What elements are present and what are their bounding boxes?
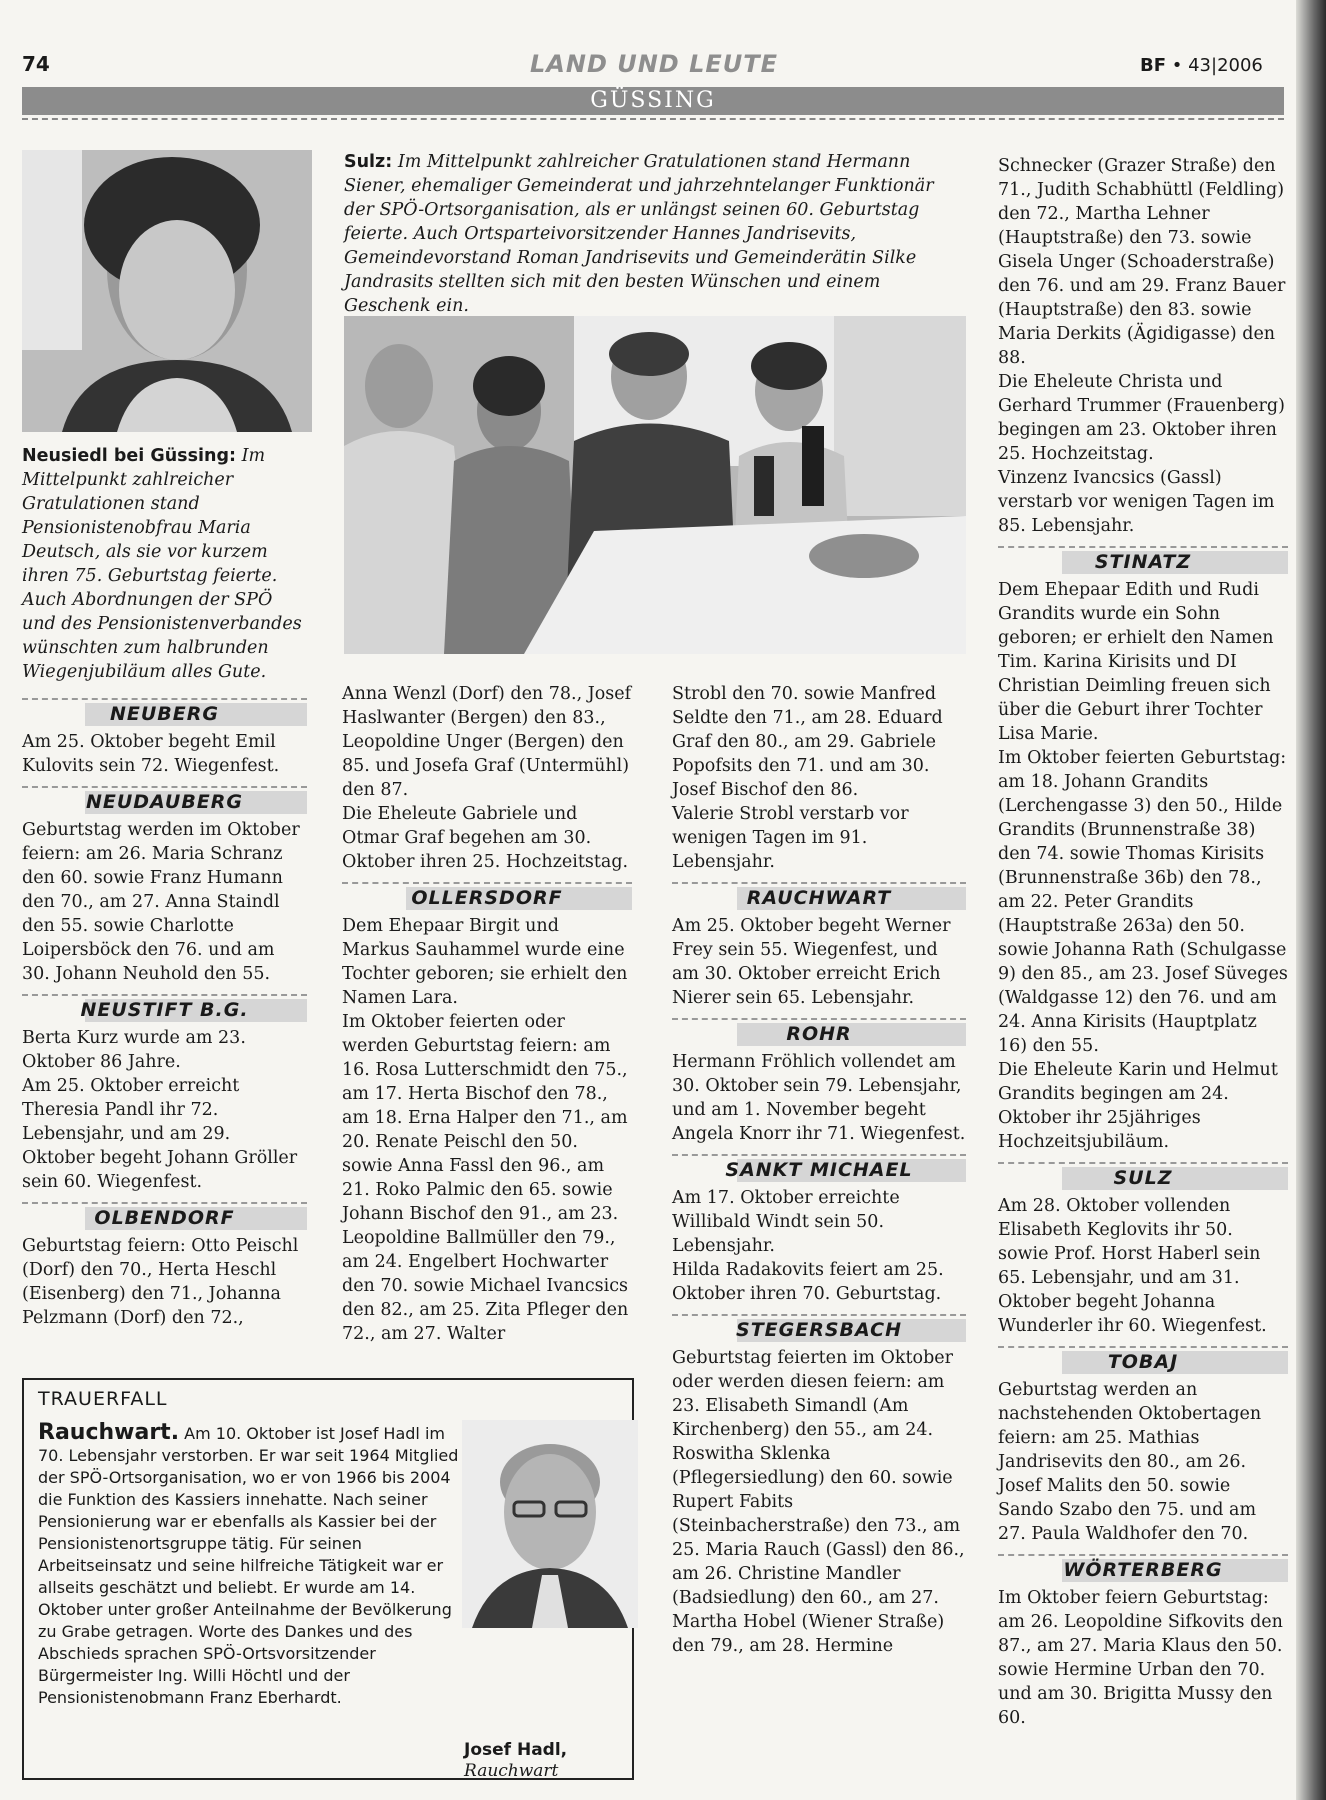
- paragraph-stegersbach-wedding: Die Eheleute Christa und Gerhard Trummer (Frauenberg) begingen am 23. Oktober ihren 25. Hochzeitstag.: [998, 372, 1285, 464]
- heading-text: NEUSTIFT B.G.: [80, 999, 249, 1021]
- caption-place: Neusiedl bei Güssing:: [22, 446, 236, 466]
- column-2: [342, 682, 632, 1346]
- page-binding-edge: [1296, 0, 1326, 1800]
- paragraph-stinatz-3: Die Eheleute Karin und Helmut Grandits begingen am 24. Oktober ihr 25jähriges Hochzeitsjubiläum.: [998, 1060, 1278, 1152]
- heading-text: TOBAJ: [1107, 1351, 1179, 1373]
- paragraph-olbendorf-cont: Anna Wenzl (Dorf) den 78., Josef Haslwanter (Bergen) den 83., Leopoldine Unger (Bergen) den 85. und Josefa Graf (Untermühl) den 87.: [342, 684, 632, 800]
- obituary-text: [38, 1422, 468, 1709]
- obituary-body: Am 10. Oktober ist Josef Hadl im 70. Lebensjahr verstorben. Er war seit 1964 Mitglied der SPÖ-Ortsorganisation, wo er von 1966 bis 2004 die Funktion des Kassiers innehatte. Nach seiner Pensionierung war er ebenfalls als Kassier bei der Pensionistenortsgruppe tätig. Für seinen Arbeitseinsatz und seine hilfreiche Tätigkeit war er allseits geschätzt und beliebt. Er wurde am 14. Oktober unter großer Anteilnahme der Bevölkerung zu Grabe getragen. Worte des Dankes und des Abschieds sprachen SPÖ-Ortsvorsitzender Bürgermeister Ing. Willi Höchtl und der Pensionistenobmann Franz Eberhardt.: [38, 1424, 459, 1707]
- heading-text: STEGERSBACH: [736, 1319, 902, 1341]
- heading-text: NEUBERG: [110, 703, 219, 725]
- obituary-place: Rauchwart.: [38, 1420, 180, 1445]
- heading-text: RAUCHWART: [746, 887, 892, 909]
- paragraph-sulz: Am 28. Oktober vollenden Elisabeth Keglovits ihr 50. sowie Prof. Horst Haberl sein 65. Lebensjahr, und am 31. Oktober begeht Johanna Wunderler ihr 60. Wiegenfest.: [998, 1196, 1267, 1336]
- group-photo-graphic: [344, 316, 966, 654]
- caption-place: Sulz:: [344, 152, 393, 172]
- portrait-photo-maria-deutsch: [22, 150, 312, 432]
- header-divider: [22, 118, 1284, 120]
- caption-text: Im Mittelpunkt zahlreicher Gratulationen stand Pensionistenobfrau Maria Deutsch, als sie vor kurzem ihren 75. Geburtstag feierte. Auch Abordnungen der SPÖ und des Pensionistenverbandes wünschten zum halbrunden Wiegenjubiläum alles Gute.: [22, 446, 302, 682]
- paragraph-tobaj: Geburtstag werden an nachstehenden Oktobertagen feiern: am 25. Mathias Jandrisevits den 80., am 26. Josef Malits den 50. sowie Sando Szabo den 75. und am 27. Paula Waldhofer den 70.: [998, 1380, 1262, 1544]
- heading-rauchwart: [672, 882, 966, 910]
- heading-sankt-michael: [672, 1154, 966, 1182]
- heading-neustift: [22, 994, 307, 1022]
- paragraph-stegersbach-death: Vinzenz Ivancsics (Gassl) verstarb vor wenigen Tagen im 85. Lebensjahr.: [998, 468, 1275, 536]
- heading-stegersbach: [672, 1314, 966, 1342]
- heading-text: SULZ: [1113, 1167, 1173, 1189]
- heading-stinatz: [998, 546, 1288, 574]
- column-1: [22, 690, 307, 1330]
- heading-neuberg: [22, 698, 307, 726]
- heading-rohr: [672, 1018, 966, 1046]
- paragraph-neustift-1: Berta Kurz wurde am 23. Oktober 86 Jahre.: [22, 1028, 246, 1072]
- paragraph-ollersdorf-cont: Strobl den 70. sowie Manfred Seldte den 71., am 28. Eduard Graf den 80., am 29. Gabriele Popofsits den 71. und am 30. Josef Bischof den 86.: [672, 684, 943, 800]
- issue-number: 43|2006: [1188, 55, 1263, 76]
- photo-caption-neusiedl: [22, 444, 307, 684]
- heading-text: OLBENDORF: [94, 1207, 235, 1229]
- paragraph-olbendorf: Geburtstag feiern: Otto Peischl (Dorf) den 70., Herta Heschl (Eisenberg) den 71., Johanna Pelzmann (Dorf) den 72.,: [22, 1236, 299, 1328]
- obituary-photo-graphic: [462, 1420, 638, 1628]
- heading-text: OLLERSDORF: [411, 887, 563, 909]
- portrait-photo-graphic: [22, 150, 312, 432]
- paragraph-sankt-michael-2: Hilda Radakovits feiert am 25. Oktober ihren 70. Geburtstag.: [672, 1260, 944, 1304]
- paragraph-ollersdorf-1: Dem Ehepaar Birgit und Markus Sauhammel wurde eine Tochter geboren; sie erhielt den Namen Lara.: [342, 916, 628, 1008]
- paragraph-stegersbach: Geburtstag feierten im Oktober oder werden diesen feiern: am 23. Elisabeth Simandl (Am Kirchenberg) den 55., am 24. Roswitha Sklenka (Pflegersiedlung) den 60. sowie Rupert Fabits (Steinbacherstraße) den 73., am 25. Maria Rauch (Gassl) den 86., am 26. Christine Mandler (Badsiedlung) den 60., am 27. Martha Hobel (Wiener Straße) den 79., am 28. Hermine: [672, 1348, 965, 1656]
- paragraph-rohr: Hermann Fröhlich vollendet am 30. Oktober sein 79. Lebensjahr, und am 1. November begeht Angela Knorr ihr 71. Wiegenfest.: [672, 1052, 966, 1144]
- bullet: •: [1171, 55, 1183, 76]
- obituary-photo-name: Josef Hadl,: [464, 1740, 568, 1760]
- heading-worterberg: [998, 1554, 1288, 1582]
- heading-text: SANKT MICHAEL: [725, 1159, 913, 1181]
- heading-ollersdorf: [342, 882, 632, 910]
- region-banner: [22, 87, 1284, 115]
- paragraph-rauchwart: Am 25. Oktober begeht Werner Frey sein 55. Wiegenfest, und am 30. Oktober erreicht Erich Nierer sein 65. Lebensjahr.: [672, 916, 951, 1008]
- paragraph-stegersbach-cont: Schnecker (Grazer Straße) den 71., Judith Schabhüttl (Feldling) den 72., Martha Lehner (Hauptstraße) den 73. sowie Gisela Unger (Schoaderstraße) den 76. und am 29. Franz Bauer (Hauptstraße) den 83. sowie Maria Derkits (Ägidigasse) den 88.: [998, 156, 1286, 368]
- heading-sulz: [998, 1162, 1288, 1190]
- paragraph-worterberg: Im Oktober feiern Geburtstag: am 26. Leopoldine Sifkovits den 87., am 27. Maria Klaus den 50. sowie Hermine Urban den 70. und am 30. Brigitta Mussy den 60.: [998, 1588, 1283, 1728]
- heading-text: ROHR: [786, 1023, 852, 1045]
- heading-text: WÖRTERBERG: [1063, 1559, 1223, 1581]
- paragraph-olbendorf-wedding: Die Eheleute Gabriele und Otmar Graf begehen am 30. Oktober ihren 25. Hochzeitstag.: [342, 804, 629, 872]
- photo-caption-sulz: [344, 150, 966, 318]
- caption-text: Im Mittelpunkt zahlreicher Gratulationen stand Hermann Siener, ehemaliger Gemeinderat und jahrzehntelanger Funktionär der SPÖ-Ortsorganisation, als er unlängst seinen 60. Geburtstag feierte. Auch Ortsparteivorsitzender Hannes Jandrisevits, Gemeindevorstand Roman Jandrisevits und Gemeinderätin Silke Jandrasits stellten sich mit den besten Wünschen und einem Geschenk ein.: [344, 152, 934, 316]
- paragraph-stinatz-2: Im Oktober feierten Geburtstag: am 18. Johann Grandits (Lerchengasse 3) den 50., Hilde Grandits (Brunnenstraße 38) den 74. sowie Thomas Kirisits (Brunnenstraße 36b) den 78., am 22. Peter Grandits (Hauptstraße 263a) den 50. sowie Johanna Rath (Schulgasse 9) den 85., am 23. Josef Süveges (Waldgasse 12) den 76. und am 24. Anna Kirisits (Hauptplatz 16) den 55.: [998, 748, 1288, 1056]
- paragraph-ollersdorf-2: Im Oktober feierten oder werden Geburtstag feiern: am 16. Rosa Lutterschmidt den 75., am 17. Herta Bischof den 78., am 18. Erna Halper den 71., am 20. Renate Peischl den 50. sowie Anna Fassl den 96., am 21. Roko Palmic den 65. sowie Johann Bischof den 91., am 23. Leopoldine Ballmüller den 79., am 24. Engelbert Hochwarter den 70. sowie Michael Ivancsics den 82., am 25. Zita Pfleger den 72., am 27. Walter: [342, 1012, 629, 1344]
- region-title: GÜSSING: [590, 88, 716, 113]
- heading-tobaj: [998, 1346, 1288, 1374]
- issue-info: [1140, 55, 1263, 76]
- paragraph-neuberg: Am 25. Oktober begeht Emil Kulovits sein 72. Wiegenfest.: [22, 732, 280, 776]
- paragraph-sankt-michael-1: Am 17. Oktober erreichte Willibald Windt sein 50. Lebensjahr.: [672, 1188, 900, 1256]
- publication-name: BF: [1140, 55, 1167, 76]
- heading-neudauberg: [22, 786, 307, 814]
- obituary-photo-caption: [464, 1740, 567, 1782]
- section-title: LAND UND LEUTE: [530, 50, 779, 78]
- paragraph-neudauberg: Geburtstag werden im Oktober feiern: am 26. Maria Schranz den 60. sowie Franz Humann den 70., am 27. Anna Staindl den 55. sowie Charlotte Loipersböck den 76. und am 30. Johann Neuhold den 55.: [22, 820, 300, 984]
- paragraph-neustift-2: Am 25. Oktober erreicht Theresia Pandl ihr 72. Lebensjahr, und am 29. Oktober begeht Johann Gröller sein 60. Wiegenfest.: [22, 1076, 298, 1192]
- heading-text: STINATZ: [1094, 551, 1192, 573]
- paragraph-ollersdorf-death: Valerie Strobl verstarb vor wenigen Tagen im 91. Lebensjahr.: [672, 804, 909, 872]
- group-photo-hermann-siener: [344, 316, 966, 654]
- page-number: 74: [22, 52, 50, 76]
- obituary-photo-josef-hadl: [462, 1420, 638, 1628]
- obituary-photo-place: Rauchwart: [464, 1761, 559, 1781]
- heading-text: NEUDAUBERG: [85, 791, 244, 813]
- obituary-label: TRAUERFALL: [38, 1388, 168, 1410]
- column-4: [998, 154, 1288, 1730]
- column-3: [672, 682, 966, 1658]
- paragraph-stinatz-1: Dem Ehepaar Edith und Rudi Grandits wurde ein Sohn geboren; er erhielt den Namen Tim. Karina Kirisits und DI Christian Deimling freuen sich über die Geburt ihrer Tochter Lisa Marie.: [998, 580, 1274, 744]
- heading-olbendorf: [22, 1202, 307, 1230]
